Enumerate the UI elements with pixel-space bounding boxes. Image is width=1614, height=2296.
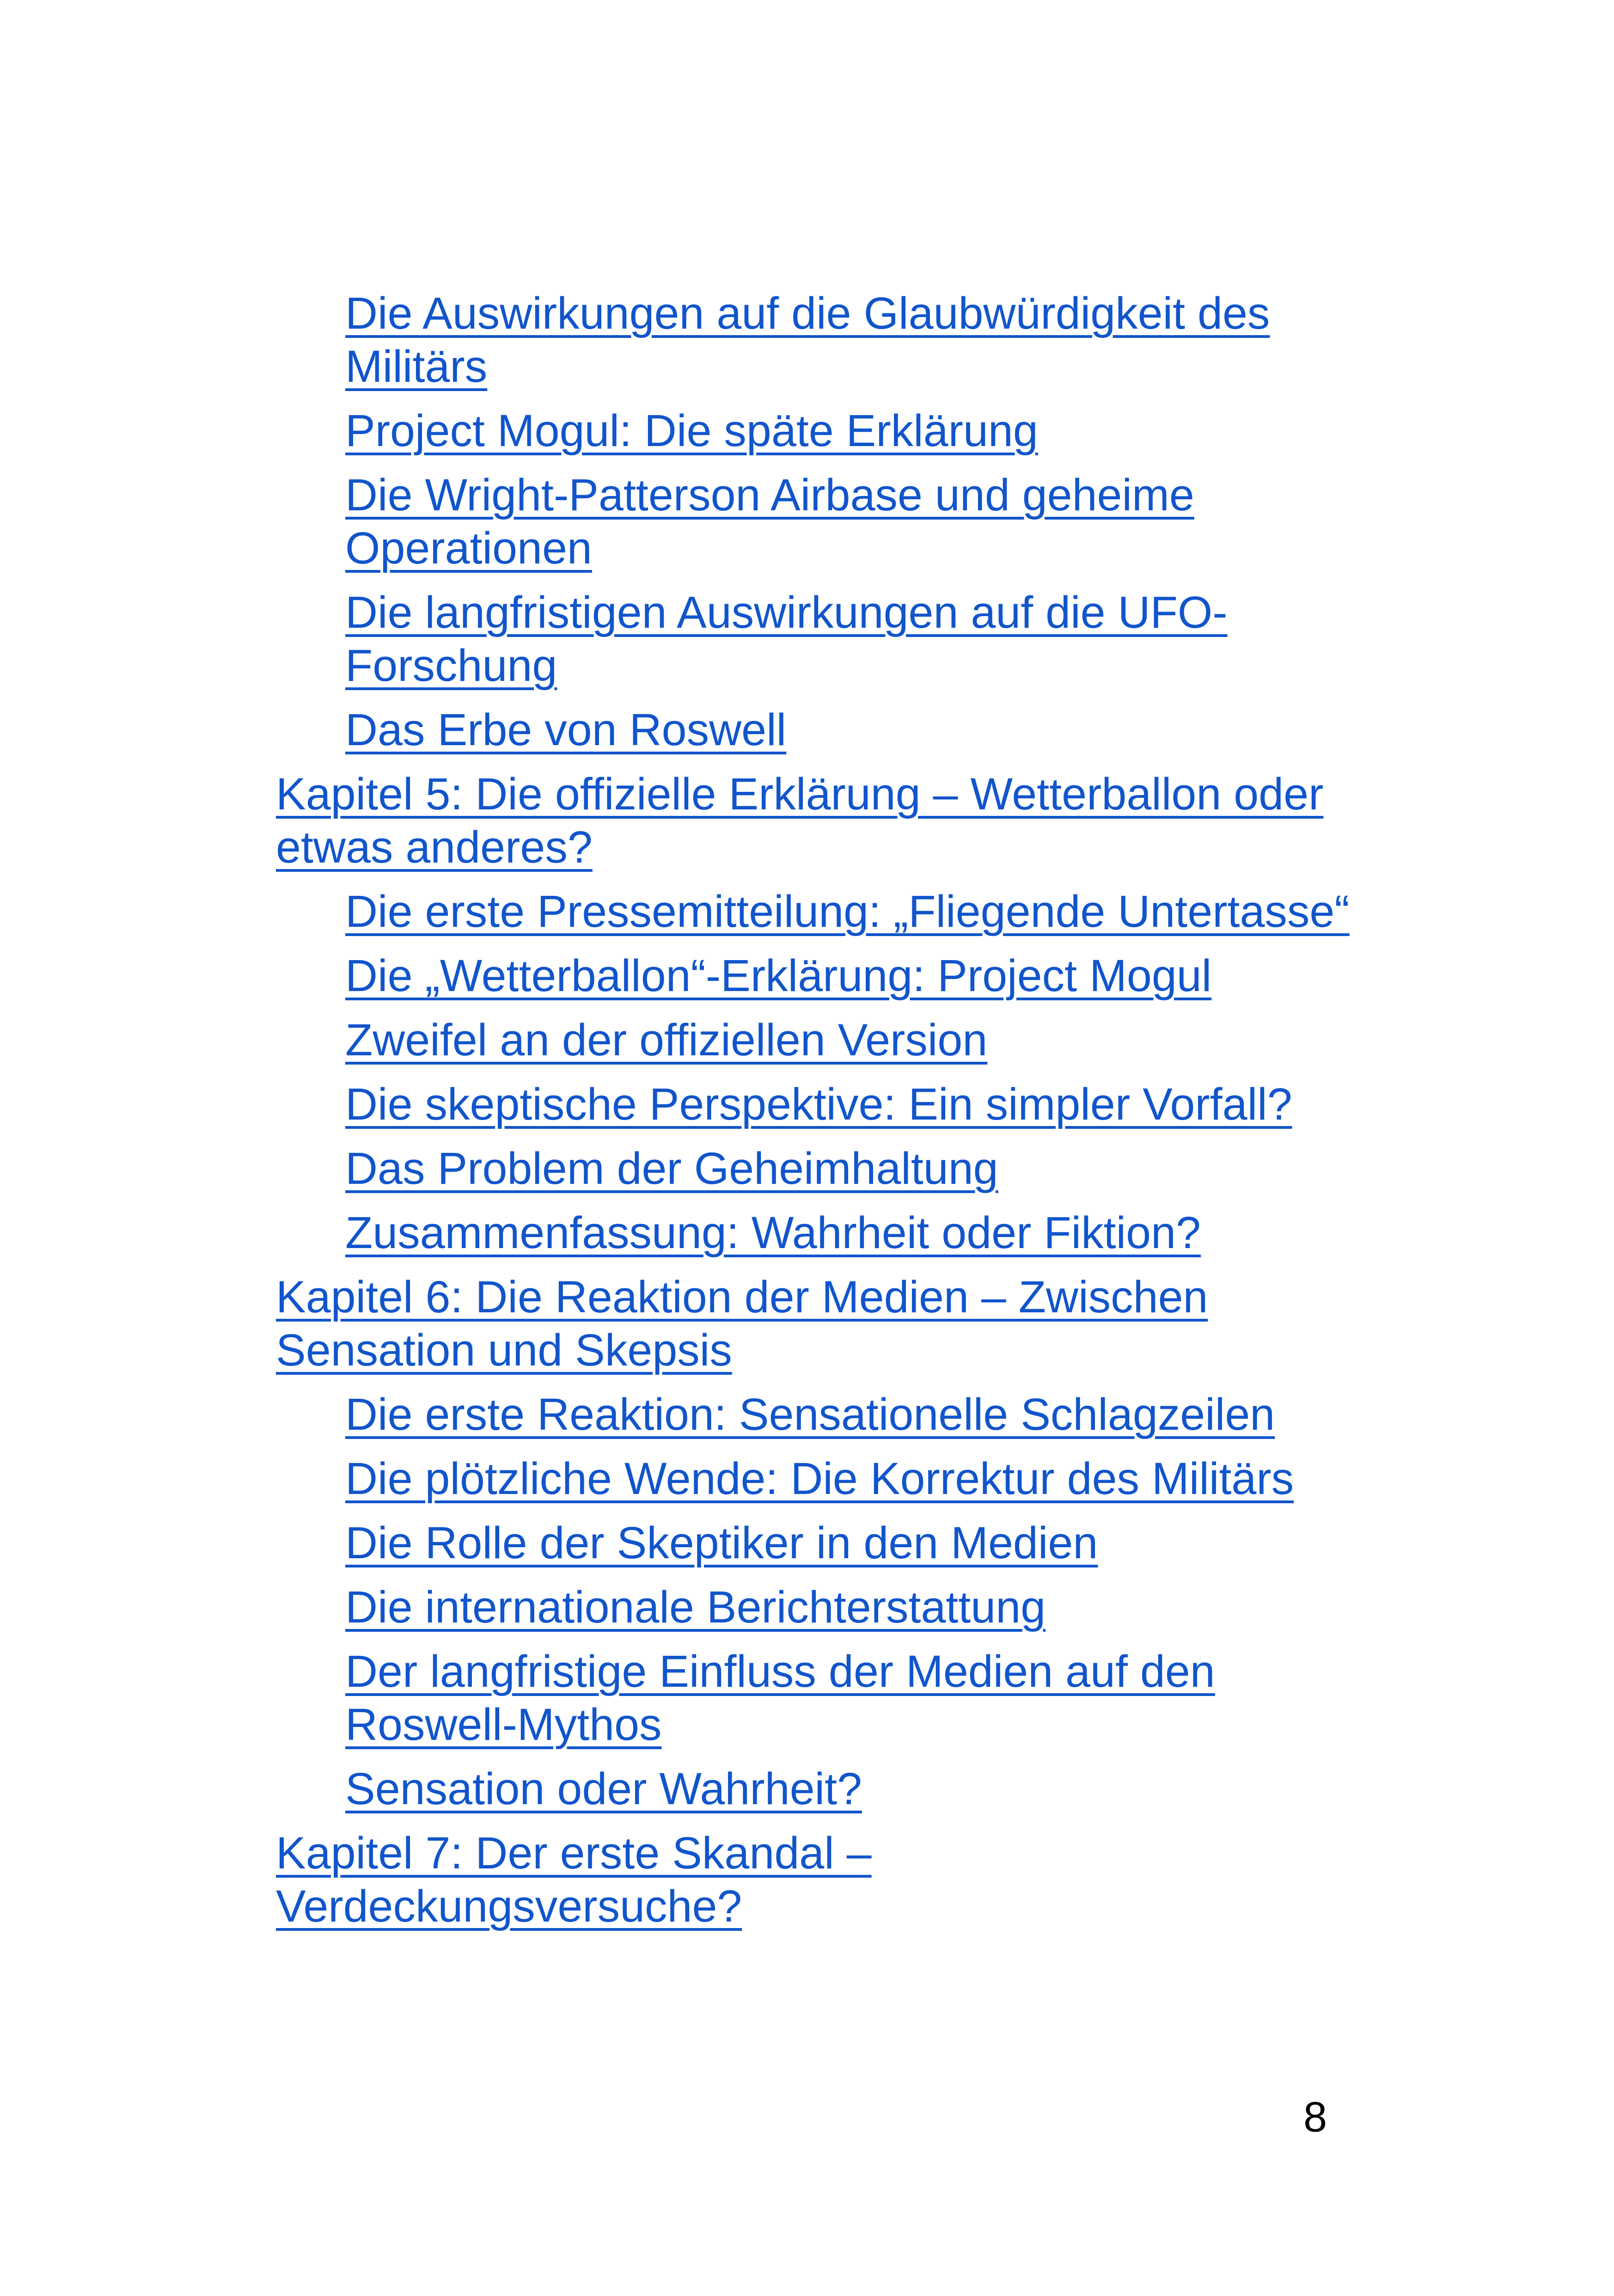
toc-entry-erste-reaktion[interactable]: Die erste Reaktion: Sensationelle Schlagzeilen [345,1389,1275,1439]
toc-entry-zweifel-offizielle-version[interactable]: Zweifel an der offiziellen Version [345,1015,988,1065]
toc-entry-problem-geheimhaltung[interactable]: Das Problem der Geheimhaltung [345,1143,998,1194]
toc-entry-project-mogul-spaete-erklaerung[interactable]: Project Mogul: Die späte Erklärung [345,405,1038,456]
toc-entry-zusammenfassung[interactable]: Zusammenfassung: Wahrheit oder Fiktion? [345,1207,1201,1258]
toc-chapter-7[interactable]: Kapitel 7: Der erste Skandal – Verdeckungsversuche? [276,1828,872,1931]
toc-entry-rolle-skeptiker[interactable]: Die Rolle der Skeptiker in den Medien [345,1518,1098,1568]
toc-entry-langfristige-auswirkungen-ufo-forschung[interactable]: Die langfristigen Auswirkungen auf die UFO-Forschung [345,587,1228,691]
toc-entry-skeptische-perspektive[interactable]: Die skeptische Perspektive: Ein simpler Vorfall? [345,1079,1292,1129]
page-number: 8 [1303,2094,1327,2141]
toc-chapter-6[interactable]: Kapitel 6: Die Reaktion der Medien – Zwischen Sensation und Skepsis [276,1272,1208,1375]
toc-entry-langfristiger-einfluss-medien[interactable]: Der langfristige Einfluss der Medien auf den Roswell-Mythos [345,1646,1215,1750]
toc-entry-auswirkungen-glaubwuerdigkeit[interactable]: Die Auswirkungen auf die Glaubwürdigkeit des Militärs [345,288,1270,392]
table-of-contents [0,287,1614,1944]
toc-entry-sensation-oder-wahrheit[interactable]: Sensation oder Wahrheit? [345,1763,862,1814]
toc-chapter-5[interactable]: Kapitel 5: Die offizielle Erklärung – Wetterballon oder etwas anderes? [276,769,1324,872]
toc-entry-wright-patterson-airbase[interactable]: Die Wright-Patterson Airbase und geheime Operationen [345,470,1194,573]
toc-entry-erbe-von-roswell[interactable]: Das Erbe von Roswell [345,704,787,755]
toc-entry-ploetzliche-wende[interactable]: Die plötzliche Wende: Die Korrektur des Militärs [345,1453,1294,1504]
toc-entry-wetterballon-erklaerung[interactable]: Die „Wetterballon“-Erklärung: Project Mogul [345,950,1212,1001]
toc-entry-erste-pressemitteilung[interactable]: Die erste Pressemitteilung: „Fliegende Untertasse“ [345,886,1350,937]
toc-entry-internationale-berichterstattung[interactable]: Die internationale Berichterstattung [345,1582,1046,1632]
